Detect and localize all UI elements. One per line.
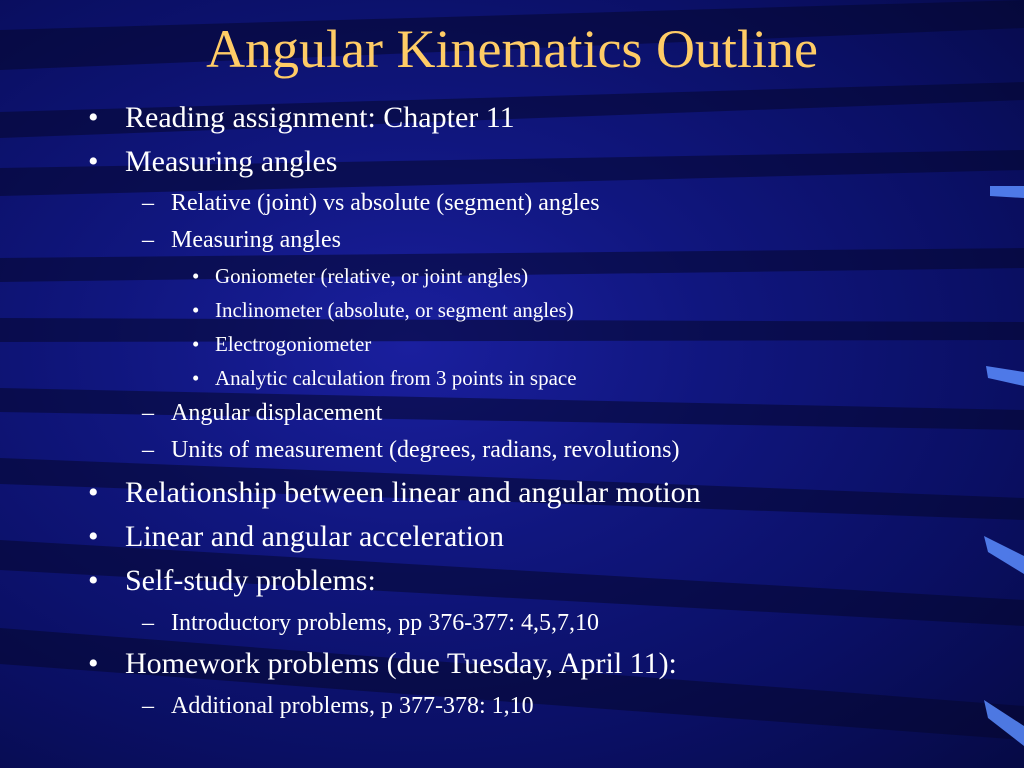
bullet-marker: • xyxy=(88,520,99,553)
sub-sub-item-text: Analytic calculation from 3 points in space xyxy=(215,366,577,390)
dash-marker: – xyxy=(142,227,154,253)
bullet-marker: • xyxy=(88,647,99,680)
dash-marker: – xyxy=(142,610,154,636)
bullet-text: Homework problems (due Tuesday, April 11): xyxy=(125,647,677,680)
bullet-marker: • xyxy=(192,298,200,322)
sub-sub-item-text: Electrogoniometer xyxy=(215,332,372,356)
sub-item-angular-displacement xyxy=(142,398,383,428)
dash-marker: – xyxy=(142,437,154,463)
sub-item-text: Units of measurement (degrees, radians, revolutions) xyxy=(171,437,680,463)
bullet-marker: • xyxy=(192,366,200,390)
bullet-measuring-angles xyxy=(88,144,338,180)
dash-marker: – xyxy=(142,400,154,426)
bullet-marker: • xyxy=(192,332,200,356)
bullet-linear-angular-relationship xyxy=(88,475,701,511)
bullet-reading-assignment xyxy=(88,100,515,136)
sub-item-text: Additional problems, p 377-378: 1,10 xyxy=(171,693,534,719)
sub-sub-item-goniometer xyxy=(192,263,529,289)
bullet-marker: • xyxy=(88,476,99,509)
sub-item-text: Relative (joint) vs absolute (segment) angles xyxy=(171,190,600,216)
sub-sub-item-inclinometer xyxy=(192,297,574,323)
bullet-text: Linear and angular acceleration xyxy=(125,520,504,553)
bullet-homework xyxy=(88,646,677,682)
sub-item-additional-problems xyxy=(142,691,534,721)
dash-marker: – xyxy=(142,693,154,719)
bullet-marker: • xyxy=(192,264,200,288)
sub-sub-item-electrogoniometer xyxy=(192,331,372,357)
bullet-text: Self-study problems: xyxy=(125,564,376,597)
sub-item-introductory-problems xyxy=(142,608,599,638)
bullet-text: Measuring angles xyxy=(125,145,338,178)
bullet-acceleration xyxy=(88,519,504,555)
sub-sub-item-analytic-calculation xyxy=(192,365,577,391)
slide-title: Angular Kinematics Outline xyxy=(206,19,818,79)
dash-marker: – xyxy=(142,190,154,216)
sub-item-text: Measuring angles xyxy=(171,227,341,253)
sub-item-text: Angular displacement xyxy=(171,400,383,426)
bullet-text: Reading assignment: Chapter 11 xyxy=(125,101,515,134)
sub-sub-item-text: Goniometer (relative, or joint angles) xyxy=(215,264,529,288)
sub-item-text: Introductory problems, pp 376-377: 4,5,7,10 xyxy=(171,610,599,636)
bullet-marker: • xyxy=(88,564,99,597)
sub-item-units-of-measurement xyxy=(142,435,680,465)
bullet-marker: • xyxy=(88,101,99,134)
sub-item-measuring-angles xyxy=(142,225,341,255)
bullet-marker: • xyxy=(88,145,99,178)
sub-item-relative-vs-absolute xyxy=(142,188,600,218)
bullet-text: Relationship between linear and angular motion xyxy=(125,476,701,509)
sub-sub-item-text: Inclinometer (absolute, or segment angles) xyxy=(215,298,574,322)
bullet-self-study xyxy=(88,563,376,599)
